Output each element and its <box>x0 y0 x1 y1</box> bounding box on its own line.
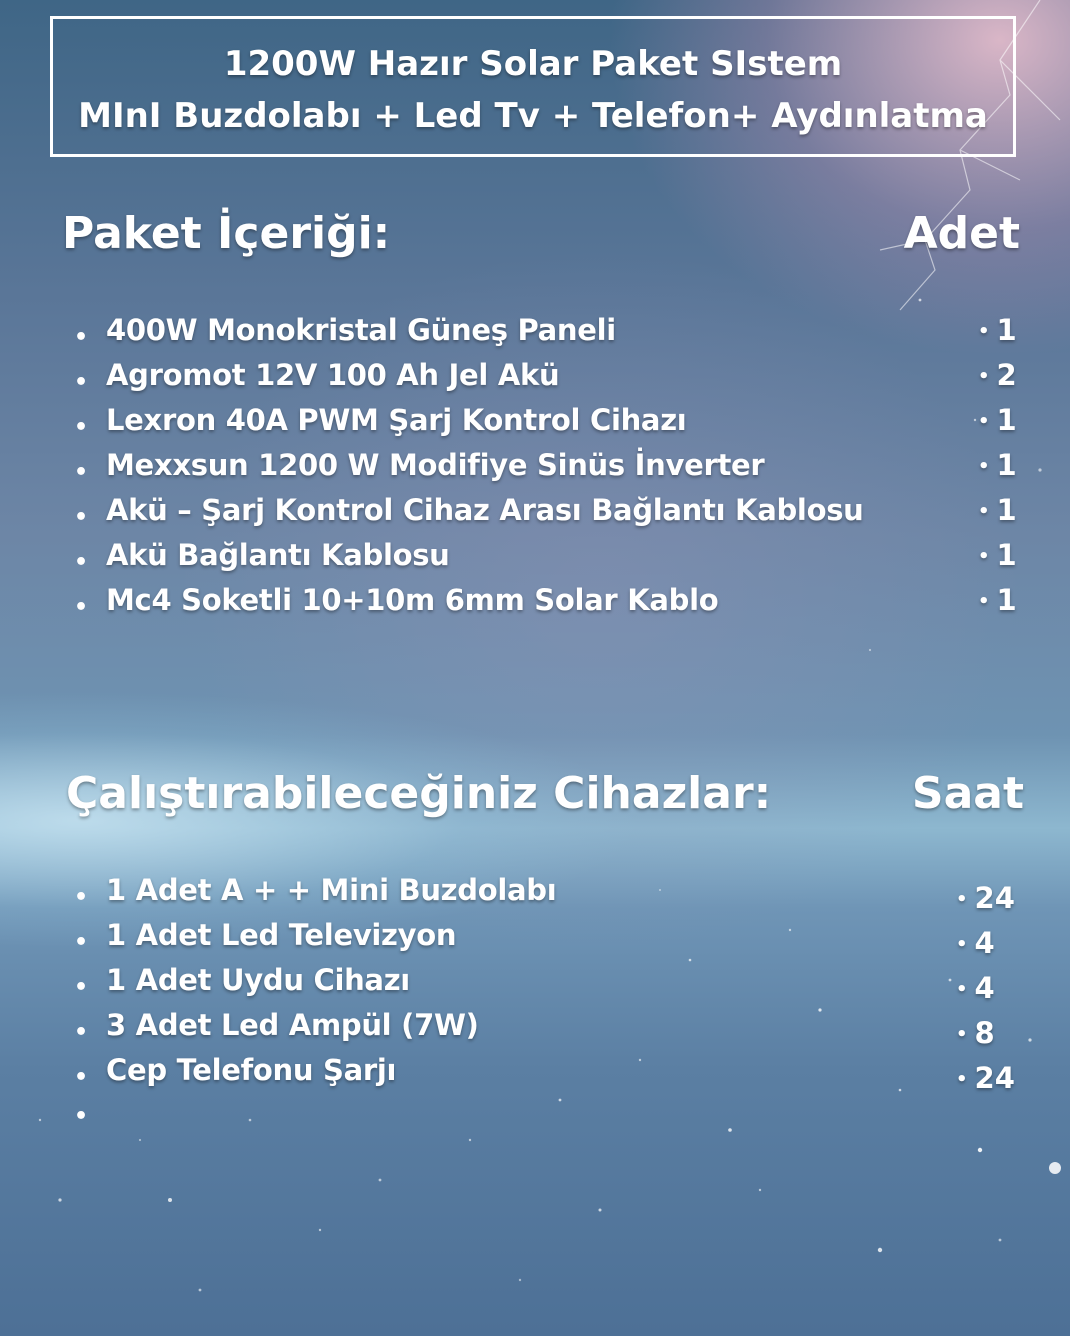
device-hours: • 4 <box>956 971 995 1005</box>
package-list <box>74 312 1024 627</box>
list-item <box>74 402 1024 447</box>
device-name: 1 Adet A + + Mini Buzdolabı <box>106 873 557 907</box>
list-item <box>74 492 1024 537</box>
bullet: • <box>74 505 89 530</box>
device-name: 3 Adet Led Ampül (7W) <box>106 1008 479 1042</box>
item-name: Lexron 40A PWM Şarj Kontrol Cihazı <box>106 403 687 437</box>
item-qty: • 1 <box>978 583 1017 617</box>
bullet: • <box>74 1065 89 1090</box>
item-qty: • 1 <box>978 313 1017 347</box>
item-name: Akü Bağlantı Kablosu <box>106 538 450 572</box>
list-item <box>74 582 1024 627</box>
device-name: 1 Adet Led Televizyon <box>106 918 457 952</box>
item-name: Mc4 Soketli 10+10m 6mm Solar Kablo <box>106 583 719 617</box>
bullet: • <box>74 885 89 910</box>
item-name: Agromot 12V 100 Ah Jel Akü <box>106 358 560 392</box>
item-qty: • 2 <box>978 358 1017 392</box>
bullet: • <box>74 975 89 1000</box>
list-item <box>74 1007 1024 1052</box>
bullet: • <box>74 325 89 350</box>
list-item <box>74 962 1024 1007</box>
item-name: 400W Monokristal Güneş Paneli <box>106 313 616 347</box>
item-qty: • 1 <box>978 403 1017 437</box>
bullet: • <box>74 460 89 485</box>
device-name: Cep Telefonu Şarjı <box>106 1053 397 1087</box>
bullet: • <box>74 930 89 955</box>
device-hours: • 24 <box>956 1061 1015 1095</box>
package-heading: Paket İçeriği: <box>62 208 391 259</box>
devices-heading: Çalıştırabileceğiniz Cihazlar: <box>66 768 772 819</box>
device-hours: • 8 <box>956 1016 995 1050</box>
item-qty: • 1 <box>978 538 1017 572</box>
item-qty: • 1 <box>978 493 1017 527</box>
list-item <box>74 357 1024 402</box>
list-item <box>74 537 1024 582</box>
list-item <box>74 1052 1024 1097</box>
bullet: • <box>74 550 89 575</box>
list-item <box>74 312 1024 357</box>
list-item <box>74 447 1024 492</box>
title-box <box>50 16 1016 157</box>
item-qty: • 1 <box>978 448 1017 482</box>
empty-bullet: • <box>74 1104 89 1129</box>
devices-column-label: Saat <box>911 768 1024 819</box>
bullet: • <box>74 1020 89 1045</box>
item-name: Akü – Şarj Kontrol Cihaz Arası Bağlantı Kablosu <box>106 493 864 527</box>
title-line-2: MInI Buzdolabı + Led Tv + Telefon+ Aydınlatma <box>78 96 988 136</box>
list-item <box>74 917 1024 962</box>
device-hours: • 24 <box>956 881 1015 915</box>
bullet: • <box>74 415 89 440</box>
device-hours: • 4 <box>956 926 995 960</box>
bullet: • <box>74 370 89 395</box>
package-column-label: Adet <box>903 208 1020 259</box>
item-name: Mexxsun 1200 W Modifiye Sinüs İnverter <box>106 448 765 482</box>
list-item <box>74 872 1024 917</box>
device-name: 1 Adet Uydu Cihazı <box>106 963 410 997</box>
title-line-1: 1200W Hazır Solar Paket SIstem <box>223 44 843 84</box>
devices-list <box>74 872 1024 1097</box>
bullet: • <box>74 595 89 620</box>
